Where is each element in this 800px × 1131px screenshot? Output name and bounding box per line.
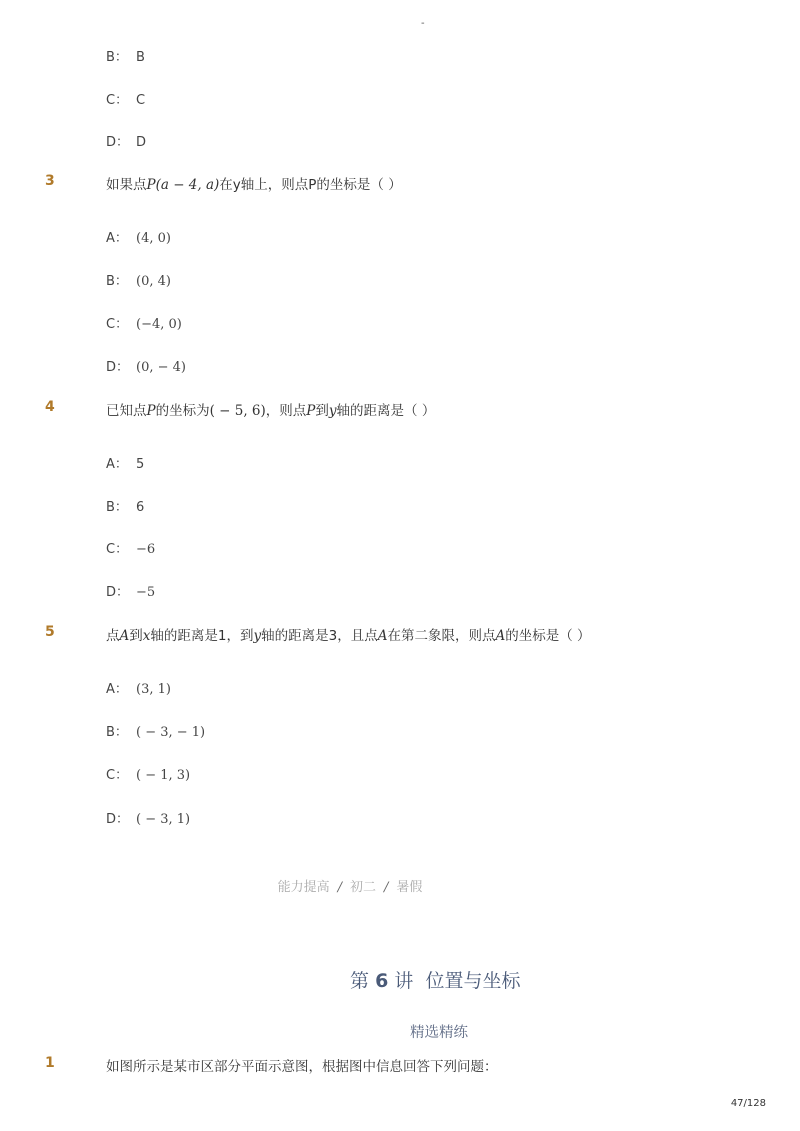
top-mark: - — [421, 18, 425, 29]
option-value: −6 — [136, 542, 156, 557]
option-label: B： — [106, 274, 128, 289]
option-value: (0, − 4) — [136, 360, 186, 375]
option-value: ( − 1, 3) — [136, 768, 191, 783]
book-meta: 能力提高 / 初二 / 暑假 — [277, 880, 423, 895]
option-label: B： — [106, 50, 128, 65]
option-d[interactable] — [106, 808, 190, 827]
option-value: C — [136, 93, 146, 108]
option-value: 5 — [136, 457, 145, 472]
option-c[interactable] — [106, 764, 190, 783]
question-number: 3 — [45, 173, 55, 189]
option-label: C： — [106, 93, 129, 108]
page-number: 47/128 — [730, 1098, 766, 1109]
option-value: −5 — [136, 585, 156, 600]
option-value: ( − 3, 1) — [136, 812, 191, 827]
option-label: D： — [106, 585, 130, 600]
question-number: 5 — [45, 624, 55, 640]
option-d[interactable] — [106, 356, 186, 375]
option-value: 6 — [136, 500, 145, 515]
question-text: 如果点P(a − 4, a)在y轴上，则点P的坐标是（ ） — [106, 177, 402, 193]
option-label: A： — [106, 457, 128, 472]
option-b[interactable] — [106, 270, 171, 289]
option-label: A： — [106, 682, 128, 697]
option-c[interactable] — [106, 89, 145, 108]
option-d[interactable] — [106, 131, 146, 150]
option-label: C： — [106, 317, 129, 332]
option-c[interactable] — [106, 538, 155, 557]
option-label: C： — [106, 768, 129, 783]
option-value: ( − 3, − 1) — [136, 725, 206, 740]
option-a[interactable] — [106, 453, 144, 472]
question-number: 4 — [45, 399, 55, 415]
option-b[interactable] — [106, 496, 144, 515]
option-value: D — [136, 135, 147, 150]
math-expression: P(a − 4, a) — [146, 177, 220, 193]
option-c[interactable] — [106, 313, 182, 332]
option-d[interactable] — [106, 581, 155, 600]
option-label: D： — [106, 360, 130, 375]
option-value: B — [136, 50, 145, 65]
option-label: C： — [106, 542, 129, 557]
option-b[interactable] — [106, 721, 205, 740]
option-label: A： — [106, 231, 128, 246]
option-b[interactable] — [106, 46, 145, 65]
option-value: (4, 0) — [136, 231, 171, 246]
option-a[interactable] — [106, 678, 171, 697]
option-value: (0, 4) — [136, 274, 171, 289]
option-label: D： — [106, 812, 130, 827]
option-label: B： — [106, 500, 128, 515]
option-value: (−4, 0) — [136, 317, 182, 332]
question-text: 如图所示是某市区部分平面示意图，根据图中信息回答下列问题： — [106, 1059, 498, 1075]
option-label: B： — [106, 725, 128, 740]
question-text: 点A到x轴的距离是1，到y轴的距离是3，且点A在第二象限，则点A的坐标是（ ） — [106, 628, 591, 644]
section-title: 精选精练 — [410, 1025, 468, 1041]
option-value: (3, 1) — [136, 682, 171, 697]
option-label: D： — [106, 135, 130, 150]
question-number: 1 — [45, 1055, 55, 1071]
question-text: 已知点P的坐标为( − 5, 6)，则点P到y轴的距离是（ ） — [106, 403, 436, 419]
option-a[interactable] — [106, 227, 171, 246]
lesson-title: 第 6 讲 位置与坐标 — [350, 970, 521, 992]
